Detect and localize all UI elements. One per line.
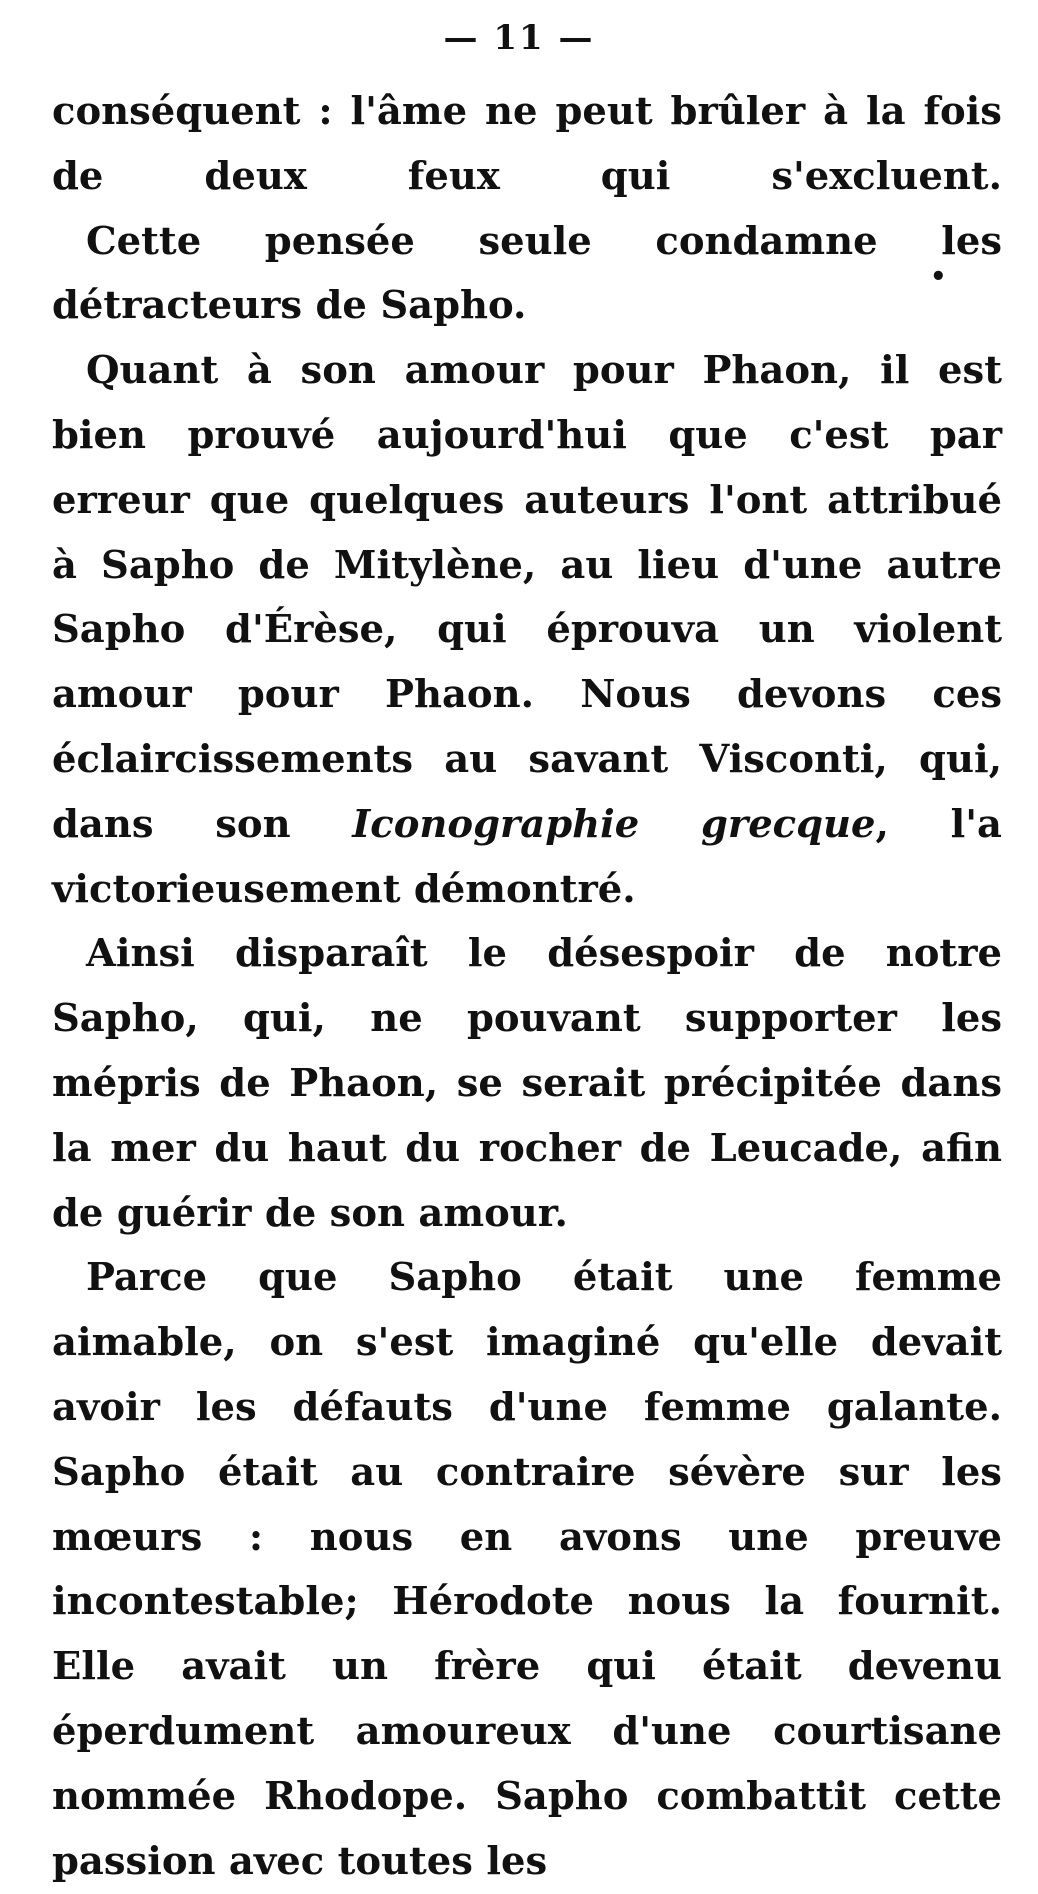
page-number: — 11 —	[443, 18, 595, 58]
paragraph-5	[52, 1246, 1002, 1894]
paragraph-4-text: Ainsi disparaît le désespoir de notre Sapho, qui, ne pouvant supporter les mépris de Phaon, se serait précipitée dans la mer du haut du rocher de Leucade, afin de guérir de son amour.	[52, 931, 1002, 1236]
paragraph-3	[52, 339, 1002, 922]
paragraph-1	[52, 80, 1002, 210]
paragraph-4	[52, 922, 1002, 1246]
paragraph-3-text-before: Quant à son amour pour Phaon, il est bien prouvé aujourd'hui que c'est par erreur que quelques auteurs l'ont attribué à Sapho de Mitylène, au lieu d'une autre Sapho d'Érèse, qui éprouva un violent amour pour Phaon. Nous devons ces éclaircissements au savant Visconti, qui, dans son	[52, 348, 1002, 847]
paragraph-1-text: conséquent : l'âme ne peut brûler à la fois de deux feux qui s'excluent.	[52, 89, 1002, 199]
paragraph-3-text-after: , l'a victorieusement démontré.	[52, 801, 1002, 912]
body-text	[52, 80, 1002, 1894]
paragraph-2	[52, 210, 1002, 340]
book-title-italic: Iconographie grecque	[352, 801, 876, 847]
print-speck-mark: •	[930, 262, 947, 292]
paragraph-5-text: Parce que Sapho était une femme aimable, on s'est imaginé qu'elle devait avoir les défauts d'une femme galante. Sapho était au contraire sévère sur les mœurs : nous en avons une preuve incontestable; Hérodote nous la fournit. Elle avait un frère qui était devenu éperdument amoureux d'une courtisane nommée Rhodope. Sapho combattit cette passion avec toutes les	[52, 1255, 1002, 1884]
paragraph-2-text: Cette pensée seule condamne les détracteurs de Sapho.	[52, 218, 1002, 329]
